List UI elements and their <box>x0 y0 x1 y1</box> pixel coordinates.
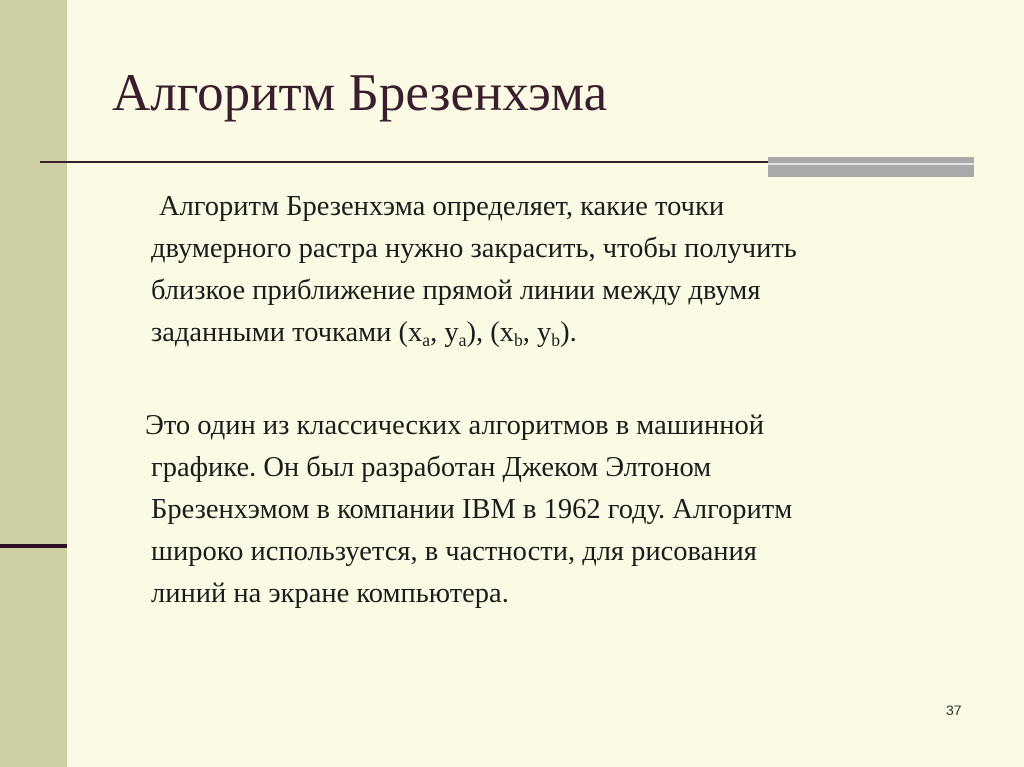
subscript-a: a <box>422 329 431 350</box>
subscript-b: b <box>513 329 523 350</box>
paragraph-line: близкое приближение прямой линии между двумя <box>151 275 761 306</box>
coordinate-separator: ), (x <box>466 317 514 348</box>
paragraph-line-prefix: заданными точками (x <box>151 317 423 348</box>
left-decorative-band <box>0 0 67 767</box>
coordinate-separator: , y <box>430 317 459 348</box>
page-number: 37 <box>946 702 962 718</box>
paragraph-line: Это один из классических алгоритмов в машинной <box>145 410 764 441</box>
paragraph-line: Брезенхэмом в компании IBM в 1962 году. Алгоритм <box>151 494 793 525</box>
paragraph-line: линий на экране компьютера. <box>151 578 509 609</box>
title-underline <box>40 161 768 163</box>
paragraph-line: двумерного растра нужно закрасить, чтобы получить <box>151 233 797 264</box>
paragraph-line: графике. Он был разработан Джеком Элтоном <box>151 452 712 483</box>
left-band-accent-line <box>0 544 67 548</box>
title-underline-accent-bar <box>768 157 974 177</box>
paragraph-history <box>145 405 793 615</box>
subscript-b: b <box>551 329 561 350</box>
paragraph-definition <box>151 186 797 354</box>
coordinate-separator: , y <box>522 317 552 348</box>
paragraph-line: Алгоритм Брезенхэма определяет, какие точки <box>159 191 725 222</box>
title-underline-accent-highlight <box>768 163 974 165</box>
paragraph-line-suffix: ). <box>560 317 577 348</box>
slide-title: Алгоритм Брезенхэма <box>112 64 608 122</box>
subscript-a: a <box>458 329 467 350</box>
paragraph-line: широко используется, в частности, для рисования <box>151 536 757 567</box>
